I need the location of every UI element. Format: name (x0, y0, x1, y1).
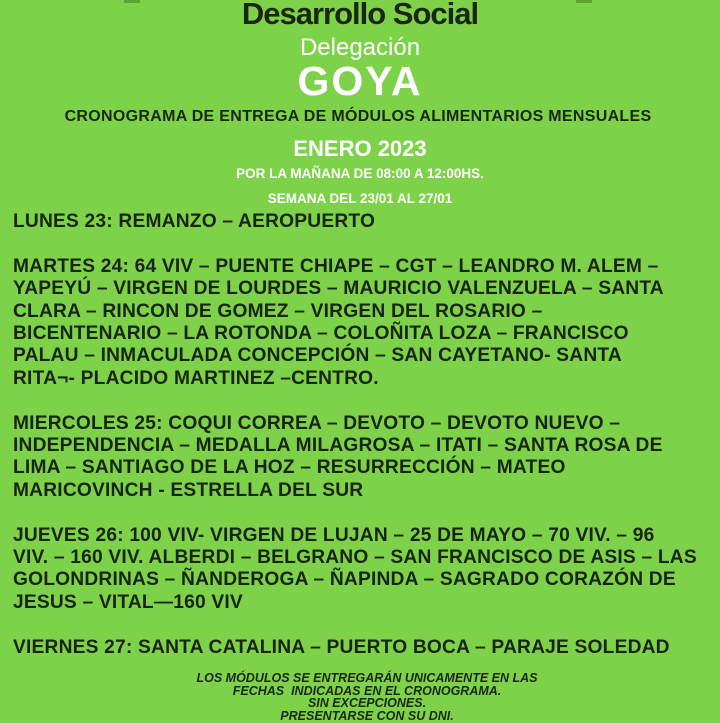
week-range: SEMANA DEL 23/01 AL 27/01 (267, 191, 453, 206)
notice-line: LOS MÓDULOS SE ENTREGARÁN UNICAMENTE EN LAS (196, 671, 538, 685)
schedule-line: PALAU – INMACULADA CONCEPCIÓN – SAN CAYETANO- SANTA (13, 345, 622, 367)
delegation-label: Delegación (299, 34, 421, 61)
day-wednesday (13, 413, 713, 503)
schedule-line: MARTES 24: 64 VIV – PUENTE CHIAPE – CGT – LEANDRO M. ALEM – (13, 255, 659, 277)
notice-line: FECHAS INDICADAS EN EL CRONOGRAMA. (232, 683, 502, 698)
schedule-line: LIMA – SANTIAGO DE LA HOZ – RESURRECCIÓN – MATEO (13, 457, 566, 479)
schedule-line: JUEVES 26: 100 VIV- VIRGEN DE LUJAN – 25 DE MAYO – 70 VIV. – 96 (13, 524, 655, 546)
schedule-line: CLARA – RINCON DE GOMEZ – VIRGEN DEL ROSARIO – (13, 300, 543, 322)
day-friday (13, 637, 713, 659)
day-thursday (13, 525, 713, 615)
city-title: GOYA (297, 58, 423, 104)
period-heading: ENERO 2023 (293, 136, 427, 161)
schedule-line: MIERCOLES 25: COQUI CORREA – DEVOTO – DEVOTO NUEVO – (13, 412, 621, 434)
notice-line: SIN EXCEPCIONES. (307, 696, 427, 711)
schedule-line: VIV. – 160 VIV. ALBERDI – BELGRANO – SAN FRANCISCO DE ASIS – LAS (13, 547, 697, 569)
hours-note: POR LA MAÑANA DE 08:00 A 12:00HS. (236, 166, 484, 181)
schedule-line: RITA¬- PLACIDO MARTINEZ –CENTRO. (13, 367, 379, 389)
schedule-line: MARICOVINCH - ESTRELLA DEL SUR (13, 479, 364, 501)
notice-line: PRESENTARSE CON SU DNI. (280, 708, 454, 723)
schedule-line: LUNES 23: REMANZO – AEROPUERTO (13, 211, 376, 232)
schedule-line: BICENTENARIO – LA ROTONDA – COLOÑITA LOZA – FRANCISCO (13, 323, 629, 345)
schedule-list (13, 211, 713, 681)
schedule-line: INDEPENDENCIA – MEDALLA MILAGROSA – ITATI – SANTA ROSA DE (13, 435, 663, 457)
schedule-line: GOLONDRINAS – ÑANDEROGA – ÑAPINDA – SAGRADO CORAZÓN DE (13, 569, 676, 591)
day-tuesday (13, 256, 713, 390)
organization-title: Desarrollo Social (241, 0, 479, 31)
delivery-notice (0, 672, 720, 722)
schedule-line: JESUS – VITAL—160 VIV (13, 591, 243, 613)
schedule-line: YAPEYÚ – VIRGEN DE LOURDES – MAURICIO VALENZUELA – SANTA (13, 278, 664, 300)
schedule-line: VIERNES 27: SANTA CATALINA – PUERTO BOCA – PARAJE SOLEDAD (13, 636, 670, 658)
day-monday (13, 211, 713, 233)
schedule-subtitle: CRONOGRAMA DE ENTREGA DE MÓDULOS ALIMENTARIOS MENSUALES (64, 108, 652, 125)
